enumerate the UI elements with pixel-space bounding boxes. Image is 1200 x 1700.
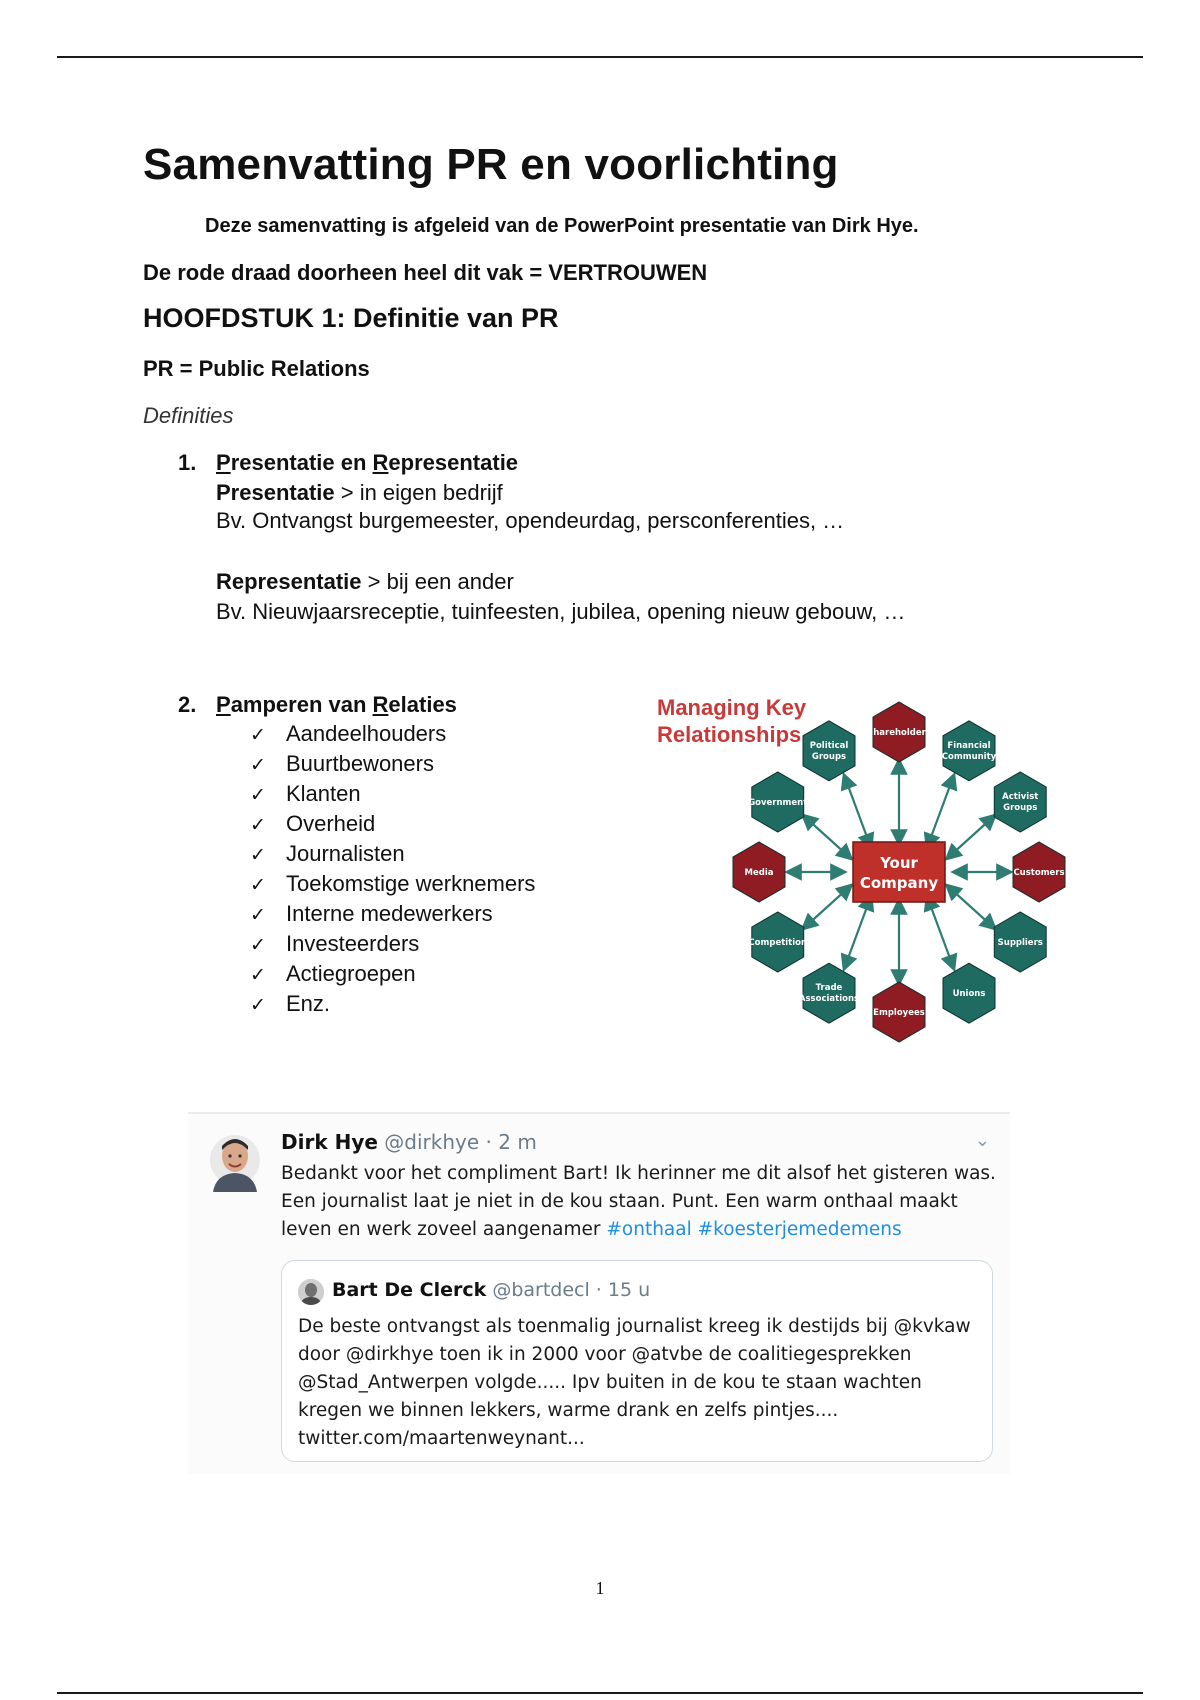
section-2-number: 2. xyxy=(178,692,197,717)
quoted-line: De beste ontvangst als toenmalig journalist kreeg ik destijds bij @kvkaw xyxy=(298,1316,971,1337)
stakeholder-node xyxy=(733,842,785,902)
stakeholder-checklist xyxy=(250,719,535,1019)
presentatie-term: Presentatie xyxy=(216,480,335,505)
heading-initial: R xyxy=(372,450,389,475)
stakeholder-hexagon xyxy=(994,772,1046,832)
stakeholder-node xyxy=(943,963,995,1023)
presentatie-line xyxy=(216,479,503,507)
stakeholder-node xyxy=(873,982,925,1042)
stakeholder-label: Shareholders xyxy=(867,728,931,738)
checklist-item xyxy=(250,839,535,869)
check-icon: ✓ xyxy=(250,754,266,776)
check-icon: ✓ xyxy=(250,874,266,896)
stakeholder-node xyxy=(799,963,859,1023)
bottom-rule xyxy=(57,1692,1143,1694)
stakeholder-label: Groups xyxy=(811,751,847,762)
quoted-tweet[interactable] xyxy=(281,1260,993,1462)
center-label: Company xyxy=(859,874,939,892)
heading-text: amperen van xyxy=(230,692,373,717)
checklist-item-label: Journalisten xyxy=(286,841,405,866)
stakeholder-label: Trade xyxy=(815,983,843,994)
heading-text: epresentatie xyxy=(388,450,519,475)
stakeholder-label: Community xyxy=(941,751,997,762)
tweet-card xyxy=(188,1112,1010,1474)
tweet-time: · 2 m xyxy=(479,1130,537,1154)
author-handle[interactable]: @dirkhye xyxy=(384,1130,480,1154)
check-icon: ✓ xyxy=(250,784,266,806)
quoted-text xyxy=(298,1313,971,1453)
stakeholder-label: Political xyxy=(809,740,849,751)
representatie-example: Bv. Nieuwjaarsreceptie, tuinfeesten, jubilea, opening nieuw gebouw, … xyxy=(216,599,906,624)
checklist-item xyxy=(250,809,535,839)
author-avatar xyxy=(210,1134,260,1192)
tweet-line: Bedankt voor het compliment Bart! Ik herinner me dit alsof het gisteren was. xyxy=(281,1163,996,1184)
tweet-line xyxy=(281,1216,1001,1244)
hashtag-link[interactable]: #onthaal xyxy=(606,1219,692,1240)
check-icon: ✓ xyxy=(250,964,266,986)
chapter-heading: HOOFDSTUK 1: Definitie van PR xyxy=(143,303,559,333)
definitions-label: Definities xyxy=(143,403,234,428)
stakeholder-label: Associations xyxy=(798,994,860,1005)
diagram-title-line: Relationships xyxy=(657,722,802,747)
representatie-line xyxy=(216,568,514,596)
key-relationships-diagram xyxy=(657,690,1077,1050)
quoted-author-avatar xyxy=(298,1279,324,1305)
chevron-down-icon[interactable]: ⌄ xyxy=(974,1130,990,1151)
check-icon: ✓ xyxy=(250,844,266,866)
relationship-arrow xyxy=(846,780,869,842)
stakeholder-node xyxy=(994,912,1046,972)
checklist-item-label: Buurtbewoners xyxy=(286,751,434,776)
author-name[interactable]: Dirk Hye xyxy=(281,1130,378,1154)
stakeholder-node xyxy=(1013,842,1065,902)
stakeholder-node xyxy=(748,912,807,972)
checklist-item xyxy=(250,899,535,929)
red-thread-line: De rode draad doorheen heel dit vak = VERTROUWEN xyxy=(143,260,708,285)
relationship-arrow xyxy=(807,889,847,925)
page-number: 1 xyxy=(595,1578,605,1598)
checklist-item xyxy=(250,779,535,809)
relationship-arrow xyxy=(807,819,847,855)
diagram-title xyxy=(657,694,806,748)
tweet-text xyxy=(281,1160,1001,1244)
checklist-item xyxy=(250,989,535,1019)
heading-initial: P xyxy=(216,450,231,475)
representatie-text: > bij een ander xyxy=(361,569,514,594)
section-2-heading xyxy=(216,692,457,718)
check-icon: ✓ xyxy=(250,724,266,746)
relationship-arrow xyxy=(929,780,952,842)
quoted-time: · 15 u xyxy=(589,1279,651,1301)
checklist-item xyxy=(250,749,535,779)
check-icon: ✓ xyxy=(250,814,266,836)
your-company-box xyxy=(853,842,945,902)
check-icon: ✓ xyxy=(250,994,266,1016)
presentatie-example: Bv. Ontvangst burgemeester, opendeurdag, persconferenties, … xyxy=(216,508,845,533)
stakeholder-label: Government xyxy=(748,798,808,808)
stakeholder-node xyxy=(942,721,997,781)
quoted-author xyxy=(332,1279,650,1301)
checklist-item xyxy=(250,929,535,959)
stakeholder-node xyxy=(994,772,1046,832)
checklist-item-label: Interne medewerkers xyxy=(286,901,493,926)
tweet-author xyxy=(281,1130,537,1154)
stakeholder-label: Customers xyxy=(1013,868,1065,878)
checklist-item xyxy=(250,869,535,899)
relationship-arrow xyxy=(951,819,991,855)
hashtag-link[interactable]: #koesterjemedemens xyxy=(697,1219,902,1240)
top-rule xyxy=(57,56,1143,58)
checklist-item-label: Investeerders xyxy=(286,931,420,956)
section-1-heading xyxy=(216,450,518,476)
stakeholder-label: Competition xyxy=(748,938,808,948)
relationship-arrow xyxy=(846,901,869,963)
relationship-arrow xyxy=(951,889,991,925)
center-label: Your xyxy=(880,854,918,872)
checklist-item-label: Aandeelhouders xyxy=(286,721,447,746)
checklist-item-label: Enz. xyxy=(286,991,331,1016)
page-title: Samenvatting PR en voorlichting xyxy=(143,140,839,189)
quoted-line: kregen we binnen lekkers, warme drank en zelfs pintjes.... xyxy=(298,1400,839,1421)
checklist-item xyxy=(250,719,535,749)
quoted-line: @Stad_Antwerpen volgde..... Ipv buiten in de kou te staan wachten xyxy=(298,1372,922,1393)
checklist-item-label: Actiegroepen xyxy=(286,961,416,986)
relationship-arrow xyxy=(929,901,952,963)
tweet-line: Een journalist laat je niet in de kou staan. Punt. Een warm onthaal maakt xyxy=(281,1191,958,1212)
stakeholder-label: Employees xyxy=(873,1008,925,1018)
representatie-term: Representatie xyxy=(216,569,362,594)
stakeholder-node xyxy=(803,721,855,781)
heading-text: elaties xyxy=(388,692,457,717)
pr-definition: PR = Public Relations xyxy=(143,356,370,381)
checklist-item-label: Overheid xyxy=(286,811,376,836)
stakeholder-label: Activist xyxy=(1002,792,1039,802)
heading-initial: P xyxy=(216,692,231,717)
heading-text: resentatie en xyxy=(230,450,373,475)
stakeholder-label: Financial xyxy=(947,740,991,751)
presentatie-text: > in eigen bedrijf xyxy=(334,480,503,505)
stakeholder-label: Groups xyxy=(1003,803,1038,813)
subtitle: Deze samenvatting is afgeleid van de PowerPoint presentatie van Dirk Hye. xyxy=(205,215,919,237)
quoted-line: door @dirkhye toen ik in 2000 voor @atvbe de coalitiegesprekken xyxy=(298,1344,912,1365)
tweet-line-text: leven en werk zoveel aangenamer xyxy=(281,1219,607,1240)
check-icon: ✓ xyxy=(250,904,266,926)
quoted-link[interactable]: twitter.com/maartenweynant... xyxy=(298,1428,585,1449)
quoted-author-handle[interactable]: @bartdecl xyxy=(492,1279,590,1301)
check-icon: ✓ xyxy=(250,934,266,956)
checklist-item-label: Klanten xyxy=(286,781,361,806)
diagram-title-line: Managing Key xyxy=(657,695,807,720)
heading-initial: R xyxy=(372,692,389,717)
quoted-author-name[interactable]: Bart De Clerck xyxy=(332,1279,487,1301)
checklist-item-label: Toekomstige werknemers xyxy=(286,871,536,896)
checklist-item xyxy=(250,959,535,989)
stakeholder-node xyxy=(748,772,807,832)
section-1-number: 1. xyxy=(178,450,197,475)
stakeholder-label: Media xyxy=(744,868,774,878)
stakeholder-label: Unions xyxy=(952,989,986,1000)
stakeholder-label: Suppliers xyxy=(997,938,1043,948)
stakeholder-node xyxy=(867,702,931,762)
